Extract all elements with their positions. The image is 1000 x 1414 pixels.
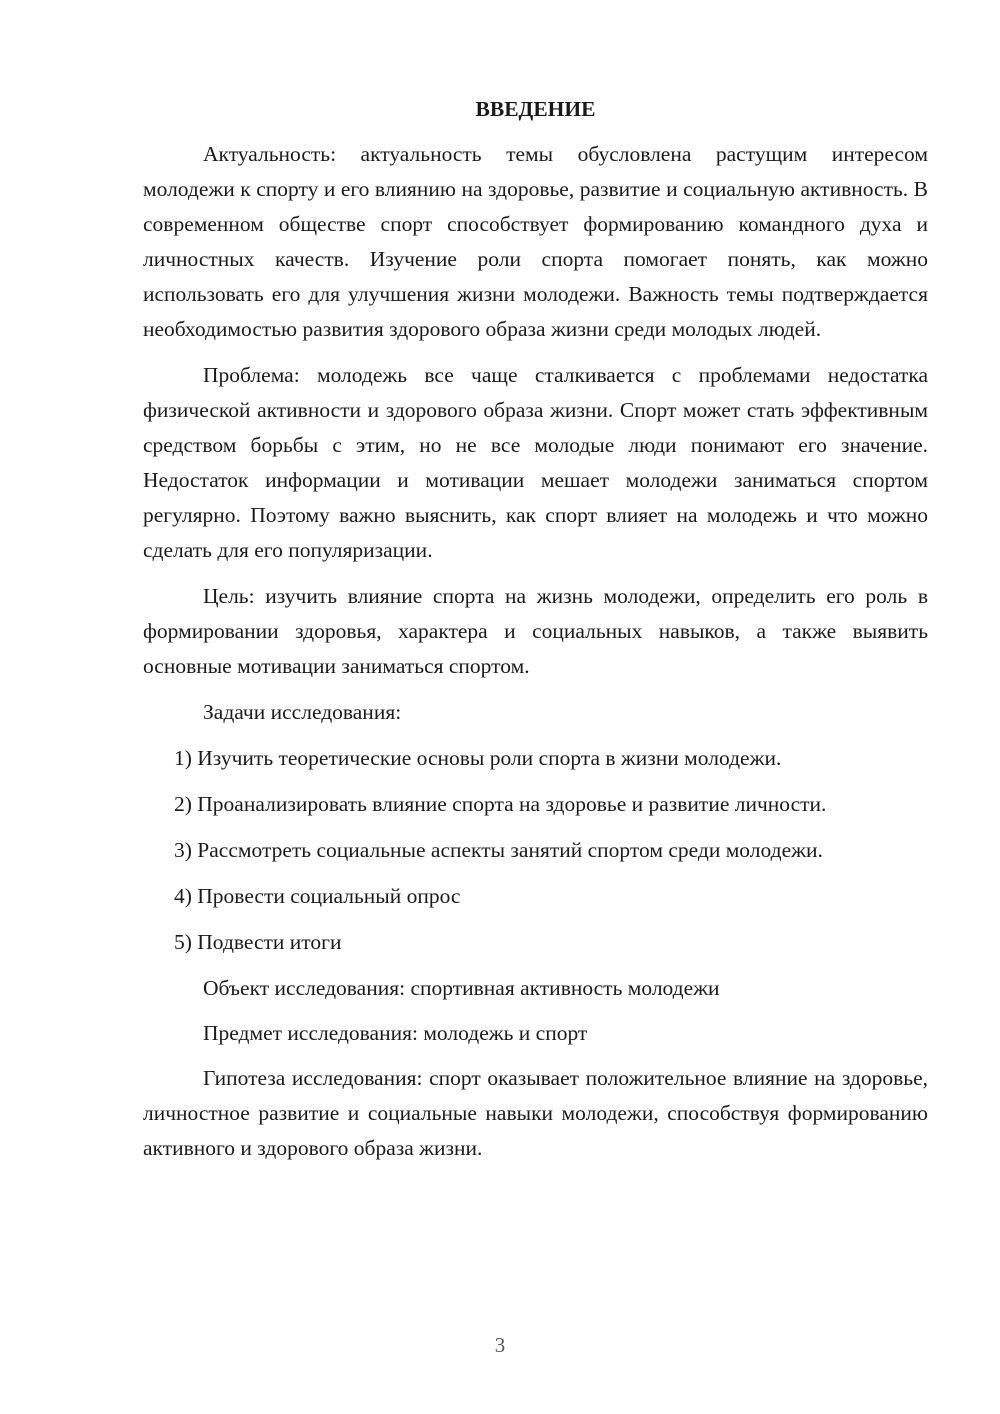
goal-paragraph: Цель: изучить влияние спорта на жизнь молодежи, определить его роль в формировании здоровья, характера и социальных навыков, а также выявить основные мотивации заниматься спортом.: [143, 584, 928, 678]
page-number: 3: [494, 1333, 506, 1357]
task-item-2: 2) Проанализировать влияние спорта на здоровье и развитие личности.: [174, 792, 827, 816]
page-title: ВВЕДЕНИЕ: [475, 97, 596, 121]
relevance-paragraph: Актуальность: актуальность темы обусловлена растущим интересом молодежи к спорту и его влиянию на здоровье, развитие и социальную активность. В современном обществе спорт способствует формированию командного духа и личностных качеств. Изучение роли спорта помогает понять, как можно использовать его для улучшения жизни молодежи. Важность темы подтверждается необходимостью развития здорового образа жизни среди молодых людей.: [143, 142, 928, 341]
subject-paragraph: Предмет исследования: молодежь и спорт: [203, 1021, 588, 1045]
hypothesis-paragraph: Гипотеза исследования: спорт оказывает положительное влияние на здоровье, личностное развитие и социальные навыки молодежи, способствуя формированию активного и здорового образа жизни.: [143, 1066, 928, 1160]
task-item-5: 5) Подвести итоги: [174, 930, 342, 954]
document-page: [143, 92, 928, 1177]
task-item-3: 3) Рассмотреть социальные аспекты занятий спортом среди молодежи.: [174, 838, 823, 862]
tasks-heading: Задачи исследования:: [203, 700, 402, 724]
task-item-1: 1) Изучить теоретические основы роли спорта в жизни молодежи.: [174, 746, 782, 770]
object-paragraph: Объект исследования: спортивная активность молодежи: [203, 976, 720, 1000]
problem-paragraph: Проблема: молодежь все чаще сталкивается с проблемами недостатка физической активности и здорового образа жизни. Спорт может стать эффективным средством борьбы с этим, но не все молодые люди понимают его значение. Недостаток информации и мотивации мешает молодежи заниматься спортом регулярно. Поэтому важно выяснить, как спорт влияет на молодежь и что можно сделать для его популяризации.: [143, 363, 928, 562]
task-item-4: 4) Провести социальный опрос: [174, 884, 461, 908]
